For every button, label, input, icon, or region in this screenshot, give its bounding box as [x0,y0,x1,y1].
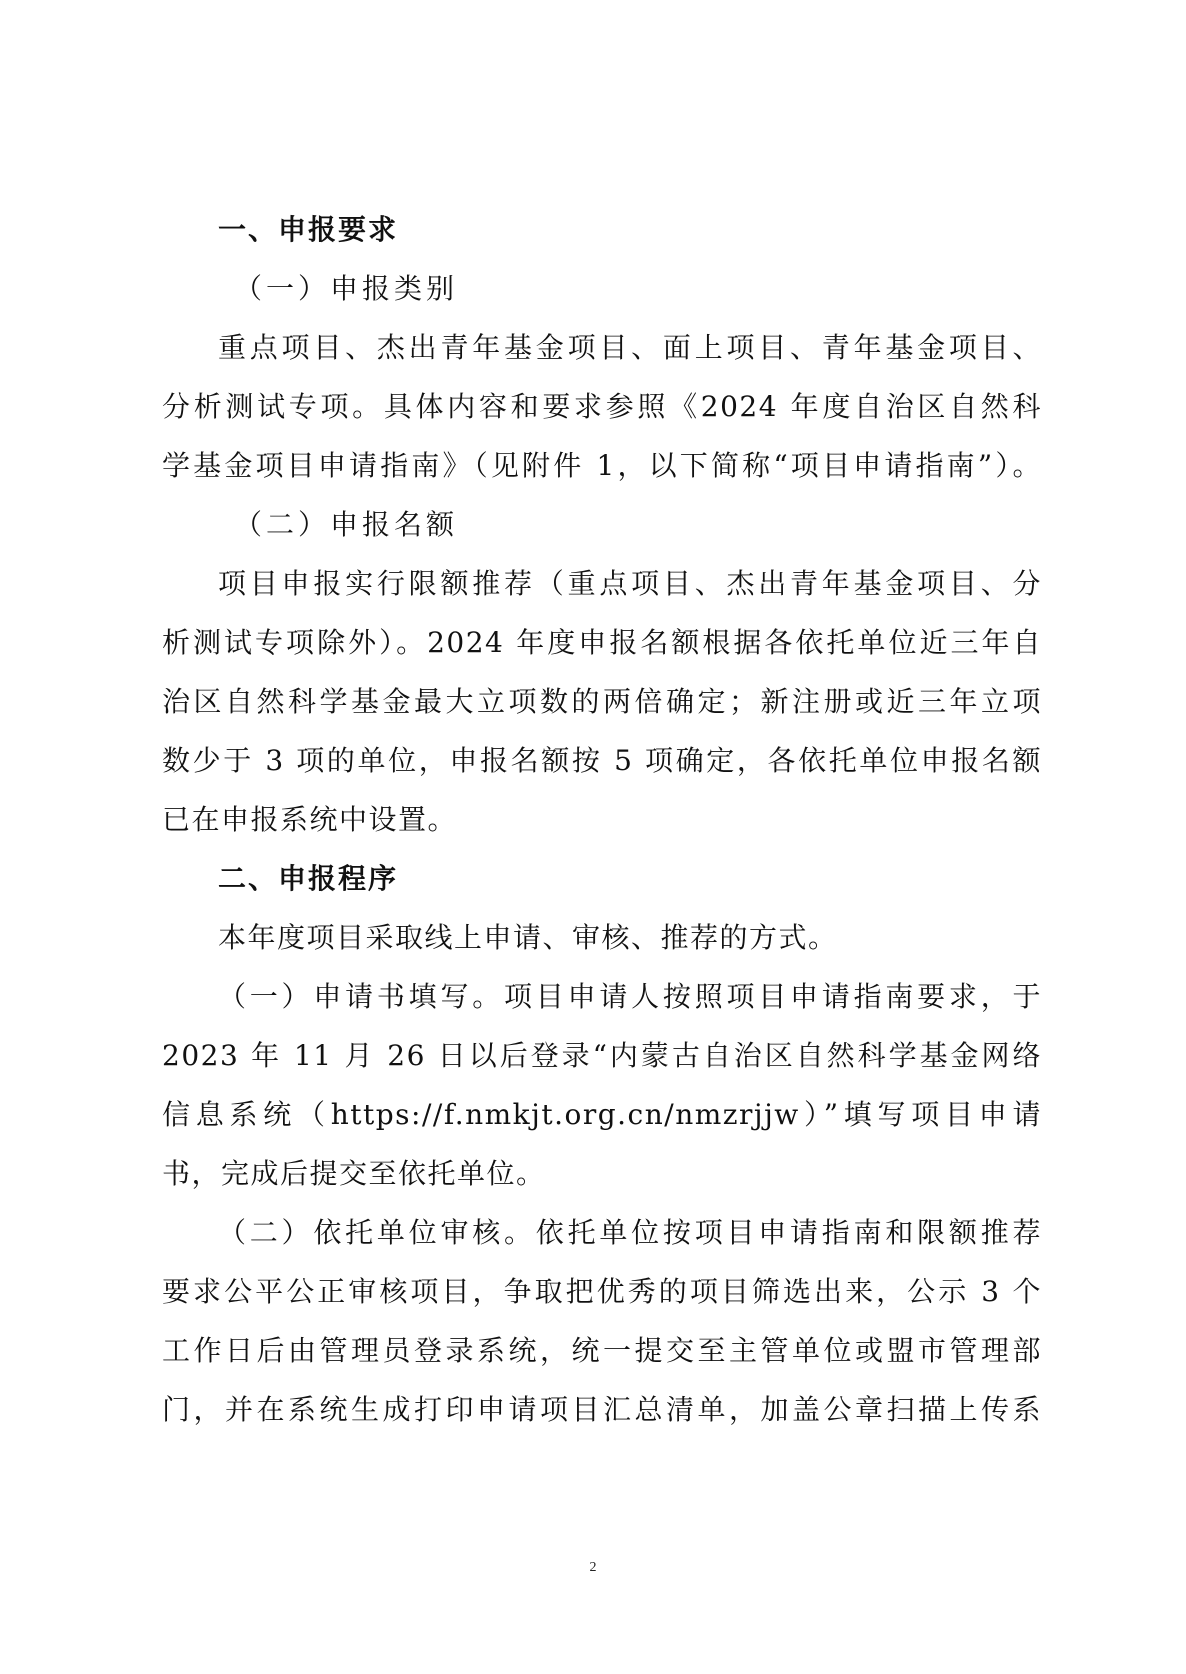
body-text [162,200,1042,1439]
paragraph-line: 分析测试专项。具体内容和要求参照《2024 年度自治区自然科 [162,390,1042,423]
section-heading-procedure: 二、申报程序 [218,862,399,895]
paragraph-line: 析测试专项除外）。2024 年度申报名额根据各依托单位近三年自 [162,626,1042,659]
paragraph-line: 治区自然科学基金最大立项数的两倍确定；新注册或近三年立项 [162,685,1042,718]
subheading-category: （一）申报类别 [234,272,459,305]
paragraph-line: 2023 年 11 月 26 日以后登录“内蒙古自治区自然科学基金网络 [162,1039,1042,1072]
paragraph-line: 数少于 3 项的单位，申报名额按 5 项确定，各依托单位申报名额 [162,744,1042,777]
paragraph-line: 项目申报实行限额推荐（重点项目、杰出青年基金项目、分 [218,567,1042,600]
paragraph-line: 工作日后由管理员登录系统，统一提交至主管单位或盟市管理部 [162,1334,1042,1367]
paragraph-line: 本年度项目采取线上申请、审核、推荐的方式。 [218,921,838,954]
page-number: 2 [589,1560,597,1575]
paragraph-line: 要求公平公正审核项目，争取把优秀的项目筛选出来，公示 3 个 [162,1275,1042,1308]
paragraph-line: （二）依托单位审核。依托单位按项目申请指南和限额推荐 [218,1216,1042,1249]
paragraph-line: （一）申请书填写。项目申请人按照项目申请指南要求，于 [218,980,1042,1013]
paragraph-line: 门，并在系统生成打印申请项目汇总清单，加盖公章扫描上传系 [162,1393,1042,1426]
paragraph-line: 已在申报系统中设置。 [162,803,458,836]
section-heading-requirements: 一、申报要求 [218,213,399,246]
subheading-quota: （二）申报名额 [234,508,459,541]
paragraph-line: 学基金项目申请指南》（见附件 1，以下简称“项目申请指南”）。 [162,449,1042,482]
paragraph-line: 信息系统（https://f.nmkjt.org.cn/nmzrjjw）”填写项目申请 [162,1098,1042,1131]
paragraph-line: 重点项目、杰出青年基金项目、面上项目、青年基金项目、 [218,331,1042,364]
paragraph-line: 书，完成后提交至依托单位。 [162,1157,546,1190]
